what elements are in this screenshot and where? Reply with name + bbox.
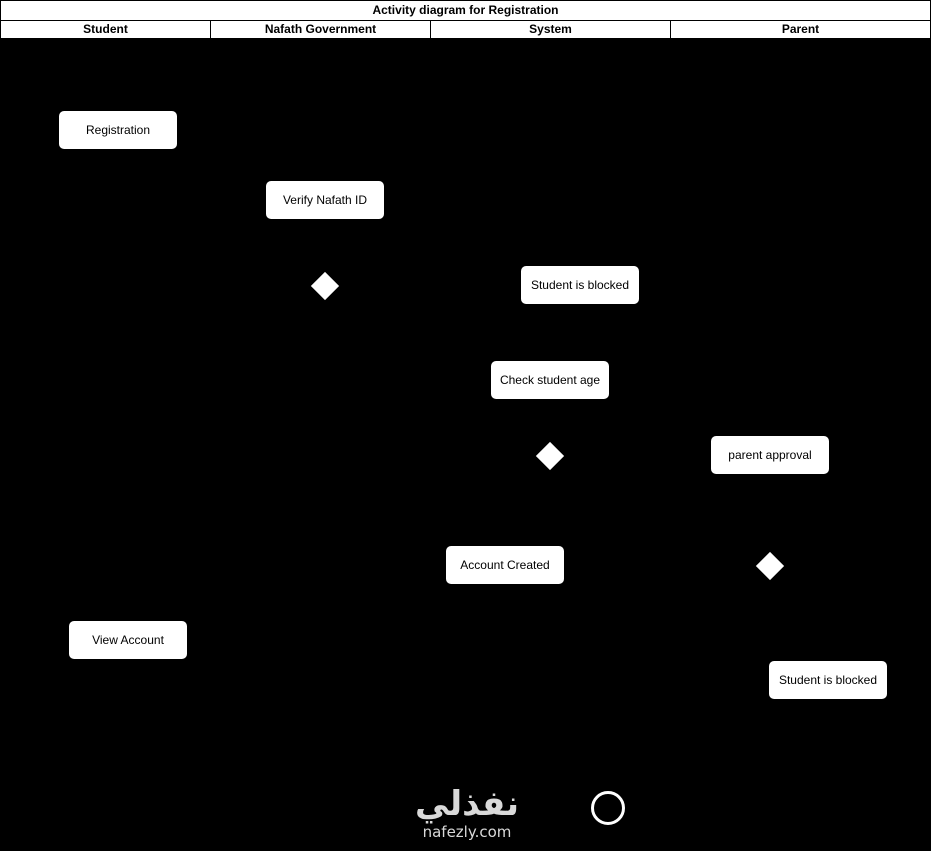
- action-parent-approval: parent approval: [711, 436, 829, 474]
- decision-parent-approval: [756, 552, 784, 580]
- decision-nafath-verification: [311, 272, 339, 300]
- decision-student-age: [536, 442, 564, 470]
- watermark-arabic-text: نفذلي: [414, 784, 520, 824]
- action-verify-nafath-id: Verify Nafath ID: [266, 181, 384, 219]
- activity-final-node: [591, 791, 625, 825]
- watermark-latin-text: nafezly.com: [422, 823, 512, 841]
- action-student-blocked-system: Student is blocked: [521, 266, 639, 304]
- lane-header-system: System: [430, 20, 671, 39]
- lane-header-parent: Parent: [670, 20, 931, 39]
- action-account-created: Account Created: [446, 546, 564, 584]
- lane-header-nafath-government: Nafath Government: [210, 20, 431, 39]
- action-check-student-age: Check student age: [491, 361, 609, 399]
- action-registration: Registration: [59, 111, 177, 149]
- nafezly-watermark-logo: [405, 782, 529, 840]
- action-view-account: View Account: [69, 621, 187, 659]
- lane-header-student: Student: [0, 20, 211, 39]
- action-student-blocked-parent: Student is blocked: [769, 661, 887, 699]
- diagram-title: Activity diagram for Registration: [0, 0, 931, 21]
